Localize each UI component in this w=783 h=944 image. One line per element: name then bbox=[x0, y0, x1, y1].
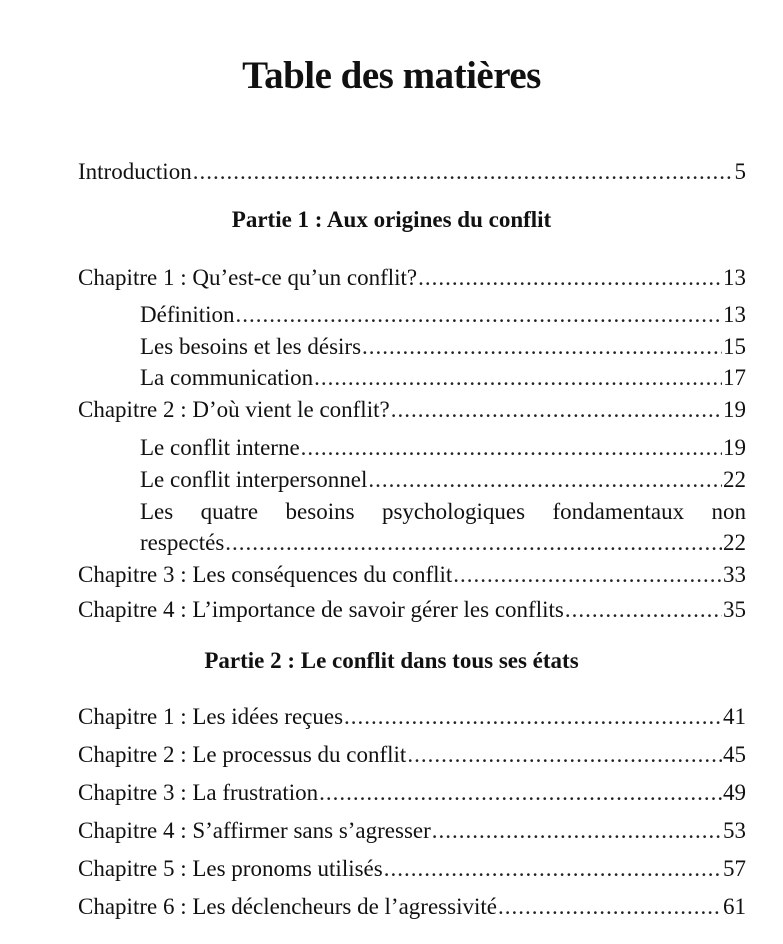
toc-entry-label: Chapitre 1 : Qu’est-ce qu’un conflit? bbox=[78, 265, 418, 290]
dot-leader bbox=[344, 702, 722, 732]
toc-entry-chapter[interactable] bbox=[78, 595, 746, 625]
toc-entry-section[interactable] bbox=[140, 528, 746, 558]
dot-leader bbox=[225, 528, 722, 558]
dot-leader bbox=[301, 433, 722, 463]
toc-entry-introduction[interactable] bbox=[78, 157, 746, 187]
toc-entry-chapter[interactable] bbox=[78, 560, 746, 590]
dot-leader bbox=[432, 816, 722, 846]
dot-leader bbox=[565, 595, 722, 625]
dot-leader bbox=[362, 332, 722, 362]
dot-leader bbox=[193, 157, 734, 187]
toc-entry-chapter[interactable] bbox=[78, 816, 746, 846]
part-heading: Partie 2 : Le conflit dans tous ses états bbox=[204, 648, 579, 673]
toc-entry-label: Le conflit interne bbox=[140, 435, 300, 460]
dot-leader bbox=[314, 363, 722, 393]
toc-entry-page: 33 bbox=[723, 562, 746, 587]
page-title: Table des matières bbox=[242, 54, 541, 97]
toc-entry-section[interactable] bbox=[140, 433, 746, 463]
toc-entry-page: 5 bbox=[734, 159, 746, 184]
toc-entry-chapter[interactable] bbox=[78, 263, 746, 293]
toc-entry-label: Chapitre 4 : L’importance de savoir gérer les conflits bbox=[78, 597, 564, 622]
toc-entry-section[interactable] bbox=[140, 332, 746, 362]
toc-entry-label: Chapitre 3 : La frustration bbox=[78, 780, 319, 805]
toc-entry-label: Chapitre 1 : Les idées reçues bbox=[78, 704, 344, 729]
dot-leader bbox=[384, 854, 722, 884]
toc-entry-chapter[interactable] bbox=[78, 740, 746, 770]
part-heading: Partie 1 : Aux origines du conflit bbox=[231, 207, 552, 232]
toc-entry-page: 45 bbox=[723, 742, 746, 767]
toc-entry-page: 15 bbox=[723, 334, 746, 359]
toc-entry-label: Chapitre 5 : Les pronoms utilisés bbox=[78, 856, 383, 881]
dot-leader bbox=[319, 778, 722, 808]
toc-entry-page: 13 bbox=[723, 302, 746, 327]
toc-entry-page: 53 bbox=[723, 818, 746, 843]
toc-entry-label: respectés bbox=[140, 530, 225, 555]
toc-entry-chapter[interactable] bbox=[78, 778, 746, 808]
toc-entry-label: Introduction bbox=[78, 159, 192, 184]
toc-entry-page: 41 bbox=[723, 704, 746, 729]
toc-entry-chapter[interactable] bbox=[78, 702, 746, 732]
toc-entry-page: 19 bbox=[723, 435, 746, 460]
toc-entry-label: Les besoins et les désirs bbox=[140, 334, 362, 359]
toc-entry-page: 22 bbox=[723, 467, 746, 492]
toc-entry-label: Chapitre 3 : Les conséquences du conflit bbox=[78, 562, 453, 587]
toc-entry-page: 19 bbox=[723, 397, 746, 422]
toc-entry-label-line1: Les quatre besoins psychologiques fondamentaux non bbox=[140, 499, 746, 524]
toc-entry-label: Chapitre 2 : Le processus du conflit bbox=[78, 742, 407, 767]
toc-entry-label: Chapitre 2 : D’où vient le conflit? bbox=[78, 397, 390, 422]
toc-entry-page: 61 bbox=[723, 894, 746, 919]
dot-leader bbox=[391, 395, 722, 425]
toc-entry-section[interactable] bbox=[140, 300, 746, 330]
toc-entry-label: Définition bbox=[140, 302, 235, 327]
toc-entry-label: La communication bbox=[140, 365, 314, 390]
dot-leader bbox=[418, 263, 722, 293]
dot-leader bbox=[236, 300, 722, 330]
toc-entry-chapter[interactable] bbox=[78, 892, 746, 922]
toc-entry-page: 57 bbox=[723, 856, 746, 881]
toc-entry-page: 13 bbox=[723, 265, 746, 290]
toc-entry-label: Le conflit interpersonnel bbox=[140, 467, 368, 492]
toc-entry-label: Chapitre 6 : Les déclencheurs de l’agressivité bbox=[78, 894, 497, 919]
toc-entry-label: Chapitre 4 : S’affirmer sans s’agresser bbox=[78, 818, 431, 843]
toc-entry-page: 35 bbox=[723, 597, 746, 622]
toc-entry-section[interactable] bbox=[140, 465, 746, 495]
toc-entry-section[interactable] bbox=[140, 363, 746, 393]
dot-leader bbox=[498, 892, 722, 922]
toc-entry-page: 49 bbox=[723, 780, 746, 805]
dot-leader bbox=[453, 560, 722, 590]
dot-leader bbox=[368, 465, 722, 495]
toc-entry-chapter[interactable] bbox=[78, 854, 746, 884]
toc-entry-page: 17 bbox=[723, 365, 746, 390]
toc-entry-page: 22 bbox=[723, 530, 746, 555]
dot-leader bbox=[407, 740, 722, 770]
toc-entry-chapter[interactable] bbox=[78, 395, 746, 425]
